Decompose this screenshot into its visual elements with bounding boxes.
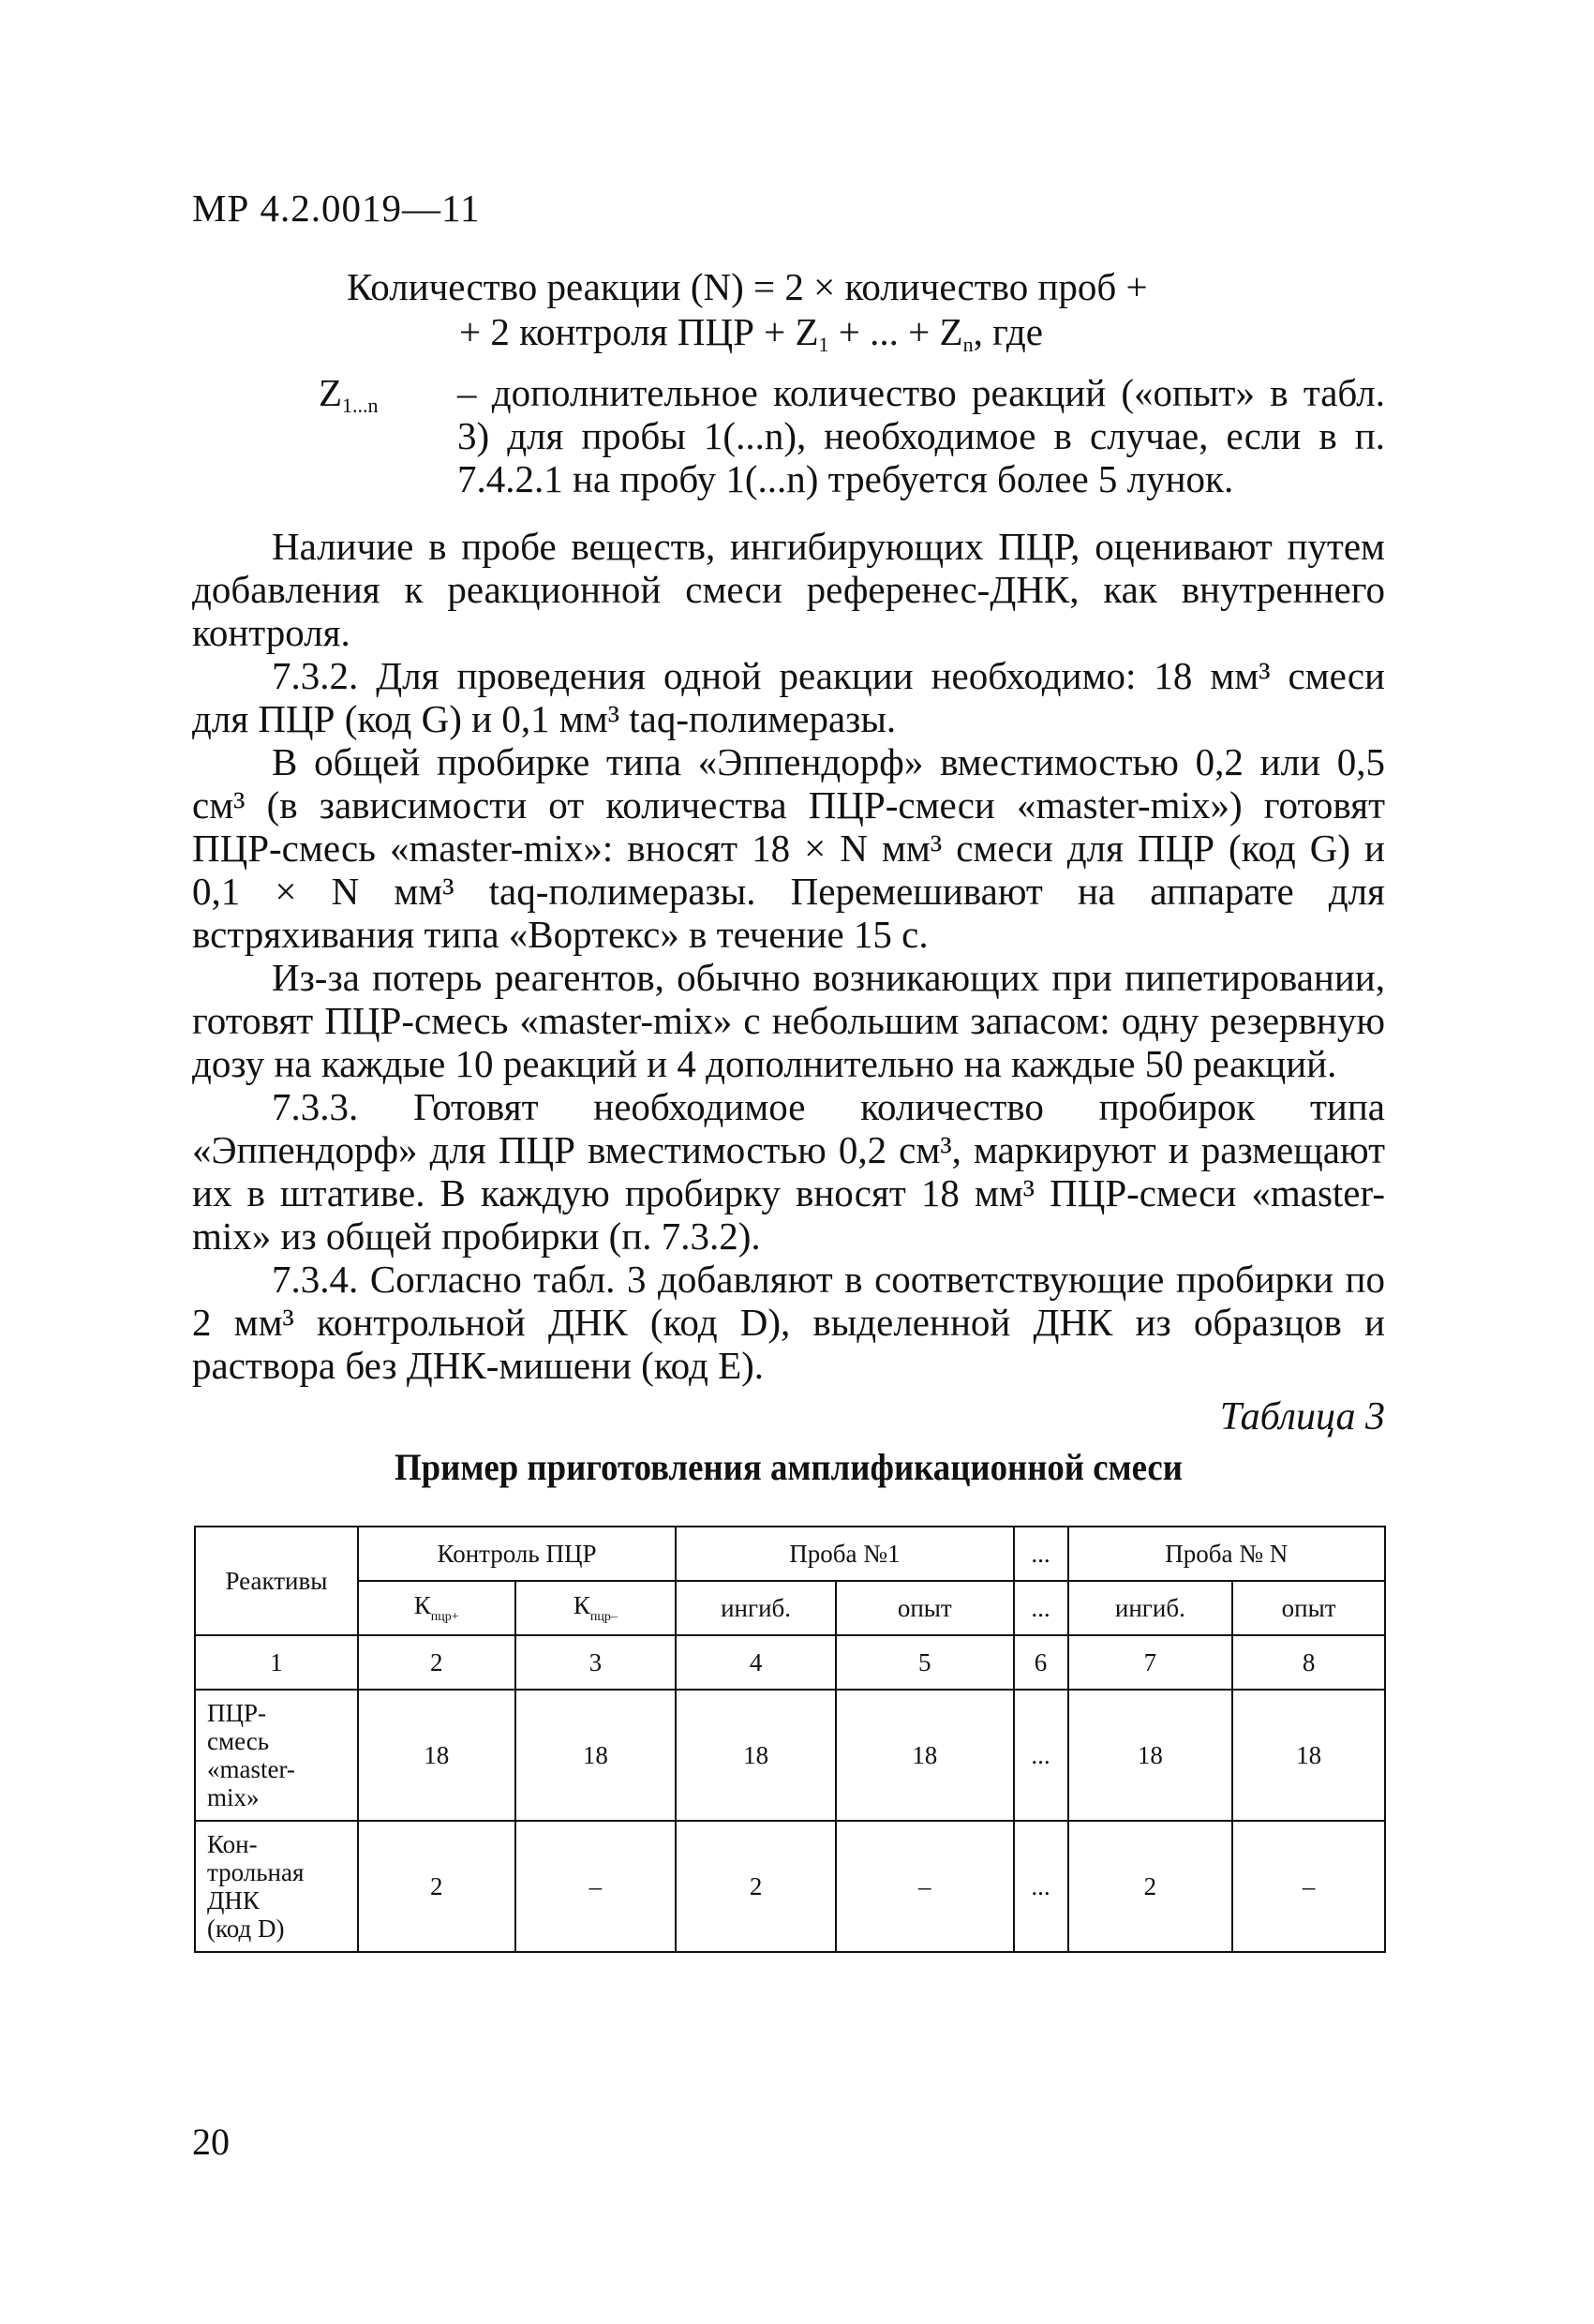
col-number: 3 [515,1635,677,1690]
header-pcr-control: Контроль ПЦР [358,1527,676,1581]
table-label: Таблица 3 [1219,1395,1385,1438]
col-number: 8 [1232,1635,1385,1690]
paragraph-7-3-4: 7.3.4. Согласно табл. 3 добавляют в соответствующие пробирки по 2 мм³ контрольной ДНК (код D), выделенной ДНК из образцов и раствора без ДНК-мишени (код Е). [192,1258,1385,1387]
table-cell: 18 [1068,1690,1233,1821]
col-number: 2 [358,1635,515,1690]
table-row [195,1821,1385,1952]
paragraph-master-mix-prep: В общей пробирке типа «Эппендорф» вместимостью 0,2 или 0,5 см³ (в зависимости от количества ПЦР-смеси «master-mix») готовят ПЦР-смесь «master-mix»: вносят 18 × N мм³ смеси для ПЦР (код G) и 0,1 × N мм³ taq-полимеразы. Перемешивают на аппарате для встряхивания типа «Вортекс» в течение 15 с. [192,740,1385,956]
paragraph-reserve-dose: Из-за потерь реагентов, обычно возникающих при пипетировании, готовят ПЦР-смесь «master-mix» с небольшим запасом: одну резервную дозу на каждые 10 реакций и 4 дополнительно на каждые 50 реакций. [192,956,1385,1085]
header-opyt-n: опыт [1232,1581,1385,1635]
table-cell: 18 [515,1690,677,1821]
table-cell: 2 [1068,1821,1233,1952]
col-number: 7 [1068,1635,1233,1690]
col-number: 1 [195,1635,358,1690]
table-title: Пример приготовления амплификационной смеси [395,1446,1183,1488]
formula-line-1: Количество реакции (N) = 2 × количество проб + [347,265,1148,308]
table-cell: ... [1014,1690,1068,1821]
z-definition-text: – дополнительное количество реакций («опыт» в табл. 3) для пробы 1(...n), необходимое в случае, если в п. 7.4.2.1 на пробу 1(...n) требуется более 5 лунок. [457,371,1385,500]
table-cell: ... [1014,1821,1068,1952]
header-ingib-n: ингиб. [1068,1581,1233,1635]
col-number: 5 [836,1635,1014,1690]
col-number: 6 [1014,1635,1068,1690]
row-label-control-dna: Кон- трольная ДНК (код D) [195,1821,358,1952]
amplification-mix-table [194,1526,1386,1953]
formula-line-2: + 2 контроля ПЦР + $Z_1$ + ... + $Z_n$, где [459,310,1043,356]
header-probe-1: Проба №1 [676,1527,1013,1581]
table-cell: – [836,1821,1014,1952]
reaction-count-formula [192,264,1385,358]
body-text [192,525,1385,1387]
table-cell: 2 [358,1821,515,1952]
table-cell: 2 [676,1821,836,1952]
header-reagents: Реактивы [195,1527,358,1635]
table-cell: 18 [1232,1690,1385,1821]
header-dots: ... [1014,1527,1068,1581]
paragraph-inhibitors: Наличие в пробе веществ, ингибирующих ПЦР, оценивают путем добавления к реакционной смеси референес-ДНК, как внутреннего контроля. [192,525,1385,654]
header-dots-2: ... [1014,1581,1068,1635]
header-k-pcr-minus: $К_{пцр-}$ [515,1581,677,1635]
table-cell: 18 [676,1690,836,1821]
z-symbol: $Z_{1...n}$ [319,371,379,417]
table-cell: – [515,1821,677,1952]
row-label-pcr-mix: ПЦР- смесь «master- mix» [195,1690,358,1821]
col-number: 4 [676,1635,836,1690]
table-cell: – [1232,1821,1385,1952]
document-code-header: МР 4.2.0019—11 [192,186,481,230]
table-cell: 18 [836,1690,1014,1821]
paragraph-7-3-3: 7.3.3. Готовят необходимое количество пробирок типа «Эппендорф» для ПЦР вместимостью 0,2 см³, маркируют и размещают их в штативе. В каждую пробирку вносят 18 мм³ ПЦР-смеси «master-mix» из общей пробирки (п. 7.3.2). [192,1085,1385,1258]
paragraph-7-3-2: 7.3.2. Для проведения одной реакции необходимо: 18 мм³ смеси для ПЦР (код G) и 0,1 мм³ taq-полимеразы. [192,654,1385,740]
header-probe-n: Проба № N [1068,1527,1386,1581]
page-number: 20 [192,2121,230,2163]
header-k-pcr-plus: $К_{пцр+}$ [358,1581,515,1635]
table-row [195,1690,1385,1821]
table-cell: 18 [358,1690,515,1821]
header-opyt-1: опыт [836,1581,1014,1635]
column-number-row [195,1635,1385,1690]
header-ingib-1: ингиб. [676,1581,836,1635]
